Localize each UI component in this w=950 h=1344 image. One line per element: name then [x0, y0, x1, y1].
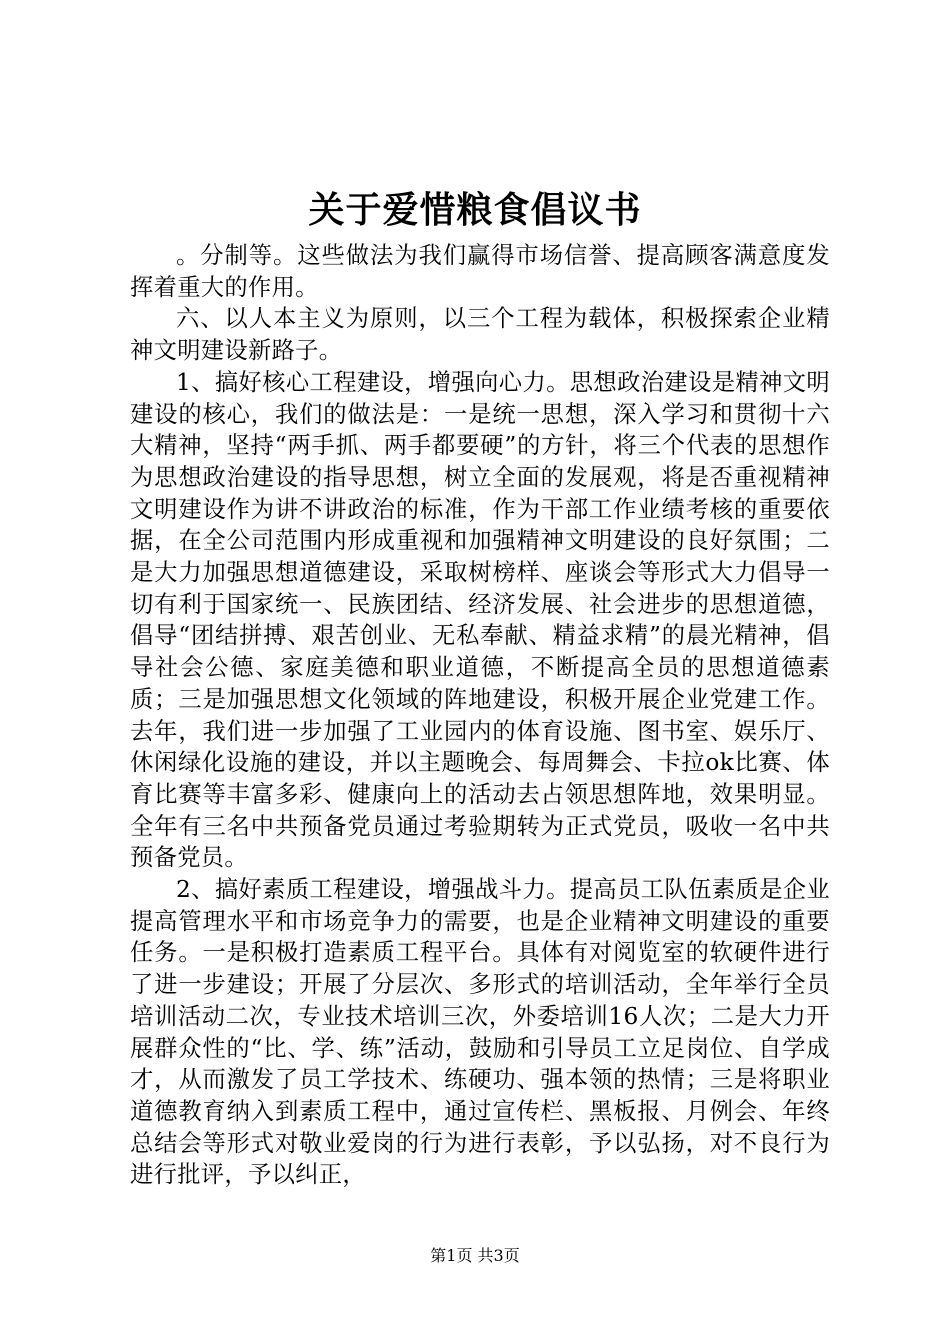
document-title: 关于爱惜粮食倡议书 [308, 189, 642, 231]
paragraph: 。分制等。这些做法为我们赢得市场信誉、提高顾客满意度发挥着重大的作用。 [130, 242, 830, 301]
page-number-footer: 第1页 共3页 [430, 1246, 520, 1265]
paragraph: 六、以人本主义为原则，以三个工程为载体，积极探索企业精神文明建设新路子。 [130, 305, 830, 365]
paragraph: 2、搞好素质工程建设，增强战斗力。提高员工队伍素质是企业提高管理水平和市场竞争力的需要，也是企业精神文明建设的重要任务。一是积极打造素质工程平台。具体有对阅览室的软硬件进行了进一步建设；开展了分层次、多形式的培训活动，全年举行全员培训活动二次，专业技术培训三次，外委培训16人次；二是大力开展群众性的“比、学、练”活动，鼓励和引导员工立足岗位、自学成才，从而激发了员工学技术、练硬功、强本领的热情；三是将职业道德教育纳入到素质工程中，通过宣传栏、黑板报、月例会、年终总结会等形式对敬业爱岗的行为进行表彰，予以弘扬，对不良行为进行批评，予以纠正， [130, 876, 830, 1189]
document-body [130, 240, 830, 1191]
paragraph: 1、搞好核心工程建设，增强向心力。思想政治建设是精神文明建设的核心，我们的做法是：一是统一思想，深入学习和贯彻十六大精神，坚持“两手抓、两手都要硬”的方针，将三个代表的思想作为思想政治建设的指导思想，树立全面的发展观，将是否重视精神文明建设作为讲不讲政治的标准，作为干部工作业绩考核的重要依据，在全公司范围内形成重视和加强精神文明建设的良好氛围；二是大力加强思想道德建设，采取树榜样、座谈会等形式大力倡导一切有利于国家统一、民族团结、经济发展、社会进步的思想道德，倡导“团结拼搏、艰苦创业、无私奉献、精益求精”的晨光精神，倡导社会公德、家庭美德和职业道德，不断提高全员的思想道德素质；三是加强思想文化领域的阵地建设，积极开展企业党建工作。去年，我们进一步加强了工业园内的体育设施、图书室、娱乐厅、休闲绿化设施的建设，并以主题晚会、每周舞会、卡拉ok比赛、体育比赛等丰富多彩、健康向上的活动去占领思想阵地，效果明显。全年有三名中共预备党员通过考验期转为正式党员，吸收一名中共预备党员。 [130, 368, 830, 872]
